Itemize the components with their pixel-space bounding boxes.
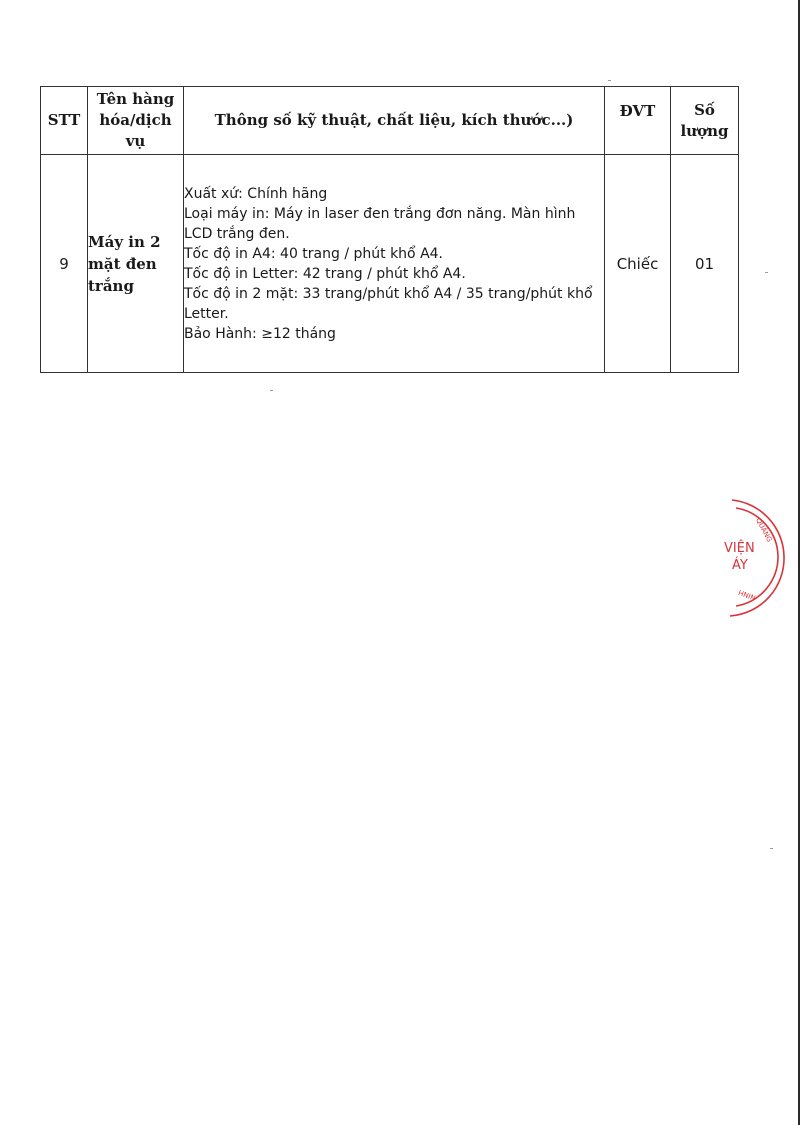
header-stt: STT [41, 87, 88, 155]
red-seal-stamp [722, 494, 800, 619]
spec-line: Loại máy in: Máy in laser đen trắng đơn năng. Màn hình LCD trắng đen. [184, 205, 576, 242]
header-unit: ĐVT [605, 87, 671, 155]
row-specs [184, 155, 605, 373]
table-header-row [41, 87, 739, 155]
row-unit: Chiếc [605, 155, 671, 373]
table-row [41, 155, 739, 373]
scan-speck [270, 390, 273, 391]
row-stt: 9 [41, 155, 88, 373]
scan-speck [608, 80, 611, 81]
spec-line: Tốc độ in Letter: 42 trang / phút khổ A4. [184, 265, 466, 282]
spec-line: Xuất xứ: Chính hãng [184, 185, 328, 202]
scan-speck [770, 848, 773, 849]
spec-table [40, 86, 739, 373]
header-quantity: Số lượng [671, 87, 739, 155]
header-specs: Thông số kỹ thuật, chất liệu, kích thước...) [184, 87, 605, 155]
stamp-text-arc-top: QUẢNG [754, 516, 774, 544]
spec-line: Tốc độ in A4: 40 trang / phút khổ A4. [184, 245, 443, 262]
stamp-text-main-1: VIỆN [724, 541, 755, 556]
stamp-text-main-2: ÁY [732, 558, 748, 573]
scan-speck [765, 272, 768, 273]
header-name: Tên hàng hóa/dịch vụ [88, 87, 184, 155]
spec-line: Tốc độ in 2 mặt: 33 trang/phút khổ A4 / 35 trang/phút khổ Letter. [184, 285, 593, 322]
row-quantity: 01 [671, 155, 739, 373]
spec-line: Bảo Hành: ≥12 tháng [184, 325, 336, 342]
stamp-text-arc-bottom: NINH [737, 587, 757, 602]
row-name: Máy in 2 mặt đen trắng [88, 155, 184, 373]
